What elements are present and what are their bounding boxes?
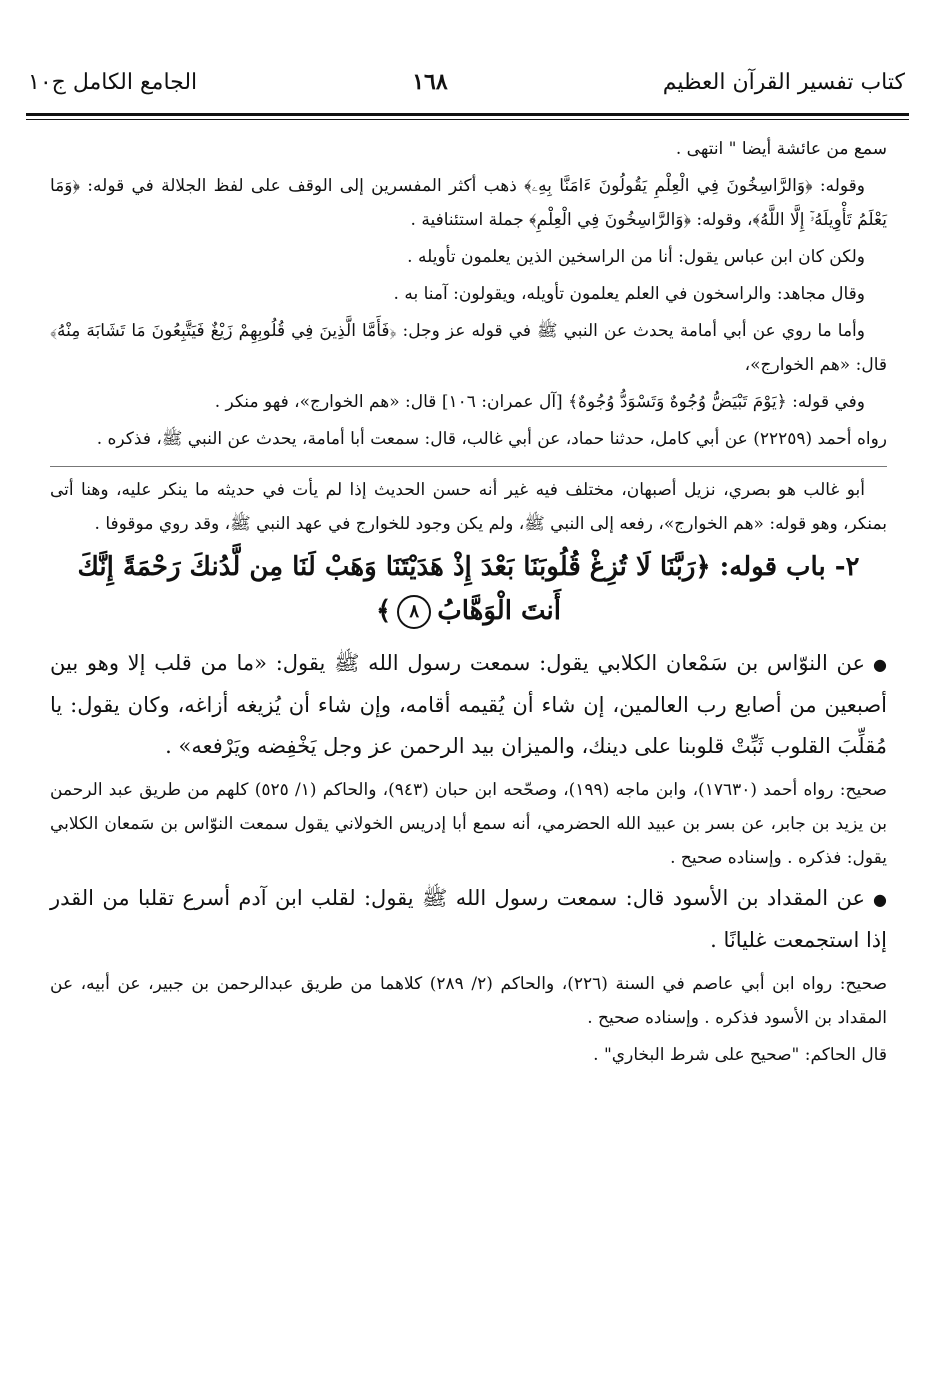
paragraph: وقوله: ﴿وَالرَّاسِخُونَ فِي الْعِلْمِ يَقُولُونَ ءَامَنَّا بِهِۦ﴾ ذهب أكثر المفسرين إلى الوقف على لفظ الجلالة في قوله: ﴿وَمَا يَعْلَمُ تَأْوِيلَهُۥٓ إِلَّا اللَّهُ﴾، وقوله: ﴿وَالرَّاسِخُونَ فِي الْعِلْمِ﴾ جملة استئنافية .: [50, 176, 887, 230]
hadith-text: [50, 878, 887, 961]
header-rule-thin: [26, 119, 909, 120]
separator-line: [50, 466, 887, 467]
page-header: [28, 62, 905, 102]
hadith-body: عن المقداد بن الأسود قال: سمعت رسول الله ﷺ يقول: لقلب ابن آدم أسرع تقلبا من القدر إذا استجمعت غليانًا .: [50, 886, 887, 952]
paragraph: وأما ما روي عن أبي أمامة يحدث عن النبي ﷺ في قوله عز وجل: ﴿فَأَمَّا الَّذِينَ فِي قُلُوبِهِمْ زَيْغٌ فَيَتَّبِعُونَ مَا تَشَابَهَ مِنْهُ﴾ قال: «هم الخوارج»،: [50, 321, 887, 375]
chapter-heading: [60, 545, 877, 633]
book-title: كتاب تفسير القرآن العظيم: [662, 69, 905, 95]
hadith-grading: صحيح: رواه أحمد (١٧٦٣٠)، وابن ماجه (١٩٩)، وصحّحه ابن حبان (٩٤٣)، والحاكم (١/ ٥٢٥) كلهم من طريق عبد الرحمن بن يزيد بن جابر، عن بسر بن عبيد الله الحضرمي، أنه سمع أبا إدريس الخولاني يقول سمعت النوّاس بن سَمعان الكلابي يقول: فذكره . وإسناده صحيح .: [50, 780, 887, 868]
hadith-text: [50, 643, 887, 767]
page-number: ١٦٨: [412, 69, 448, 95]
verse-number-marker: ٨: [397, 595, 431, 629]
header-rule: [26, 113, 909, 116]
bullet-icon: ●: [873, 890, 887, 909]
hadith-body: عن النوّاس بن سَمْعان الكلابي يقول: سمعت رسول الله ﷺ يقول: «ما من قلب إلا وهو بين أصبعين من أصابع رب العالمين، إن شاء أن يُقيمه أقامه، وإن شاء أن يُزيغه أزاغه، وكان يقول: يا مُقلِّبَ القلوب ثَبِّتْ قلوبنا على دينك، والميزان بيد الرحمن عز وجل يَخْفِضه ويَرْفعه» .: [50, 651, 887, 758]
paragraph: وفي قوله: ﴿يَوْمَ تَبْيَضُّ وُجُوهٌ وَتَسْوَدُّ وُجُوهٌ﴾ [آل عمران: ١٠٦] قال: «هم الخوارج»، فهو منكر .: [214, 392, 865, 412]
hakim-comment: قال الحاكم: "صحيح على شرط البخاري" .: [593, 1045, 887, 1065]
commentary-paragraph: أبو غالب هو بصري، نزيل أصبهان، مختلف فيه غير أنه حسن الحديث إذا لم يأت في حديثه ما ينكر عليه، وهنا أتى بمنكر، وهو قوله: «هم الخوارج»، رفعه إلى النبي ﷺ، ولم يكن وجود للخوارج في عهد النبي ﷺ، وقد روي موقوفا .: [50, 480, 887, 534]
hadith-source: رواه أحمد (٢٢٢٥٩) عن أبي كامل، حدثنا حماد، عن أبي غالب، قال: سمعت أبا أمامة، يحدث عن النبي ﷺ، فذكره .: [96, 429, 887, 449]
paragraph: ولكن كان ابن عباس يقول: أنا من الراسخين الذين يعلمون تأويله .: [407, 247, 865, 267]
chapter-close-bracket: ﴾: [376, 596, 392, 626]
volume-title: الجامع الكامل ج١٠: [28, 69, 198, 95]
page-content: [50, 132, 887, 1075]
paragraph: وقال مجاهد: والراسخون في العلم يعلمون تأويله، ويقولون: آمنا به .: [393, 284, 865, 304]
chapter-title: ٢- باب قوله: ﴿رَبَّنَا لَا تُزِغْ قُلُوبَنَا بَعْدَ إِذْ هَدَيْتَنَا وَهَبْ لَنَا مِن لَّدُنكَ رَحْمَةً إِنَّكَ أَنتَ الْوَهَّابُ: [77, 552, 860, 626]
hadith-grading: صحيح: رواه ابن أبي عاصم في السنة (٢٢٦)، والحاكم (٢/ ٢٨٩) كلاهما من طريق عبدالرحمن بن جبير، عن أبيه، عن المقداد بن الأسود فذكره . وإسناده صحيح .: [50, 974, 888, 1028]
bullet-icon: ●: [873, 655, 887, 674]
paragraph: سمع من عائشة أيضا " انتهى .: [675, 139, 887, 159]
